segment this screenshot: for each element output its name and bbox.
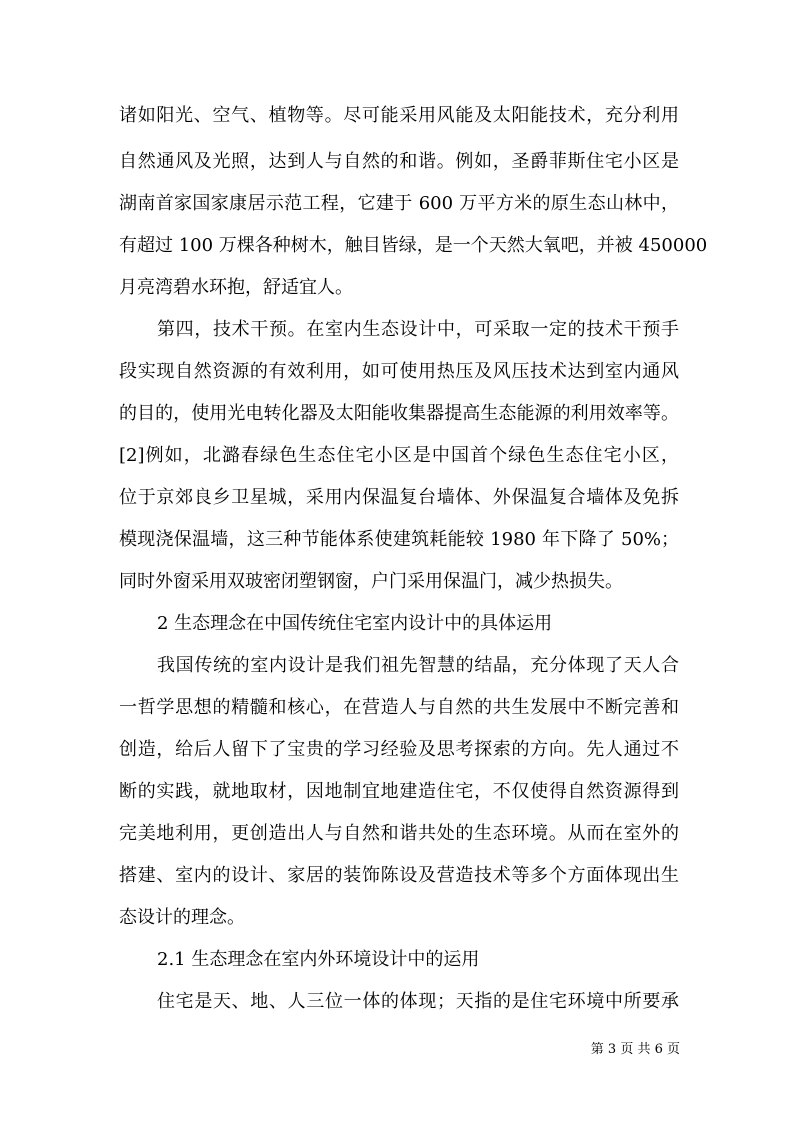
text-line: 断的实践，就地取材，因地制宜地建造住宅，不仅使得自然资源得到: [119, 781, 679, 802]
text-line: 段实现自然资源的有效利用，如可使用热压及风压技术达到室内通风: [119, 361, 679, 382]
text-line: 住宅是天、地、人三位一体的体现；天指的是住宅环境中所要承: [157, 991, 679, 1012]
text-line: 一哲学思想的精髓和核心，在营造人与自然的共生发展中不断完善和: [119, 697, 679, 718]
text-line: 湖南首家国家康居示范工程，它建于 600 万平方米的原生态山林中，: [119, 193, 679, 214]
text-line: 位于京郊良乡卫星城，采用内保温复台墙体、外保温复合墙体及免拆: [119, 487, 679, 508]
text-line: 完美地利用，更创造出人与自然和谐共处的生态环境。从而在室外的: [119, 823, 679, 844]
page-number: 第 3 页 共 6 页: [590, 1042, 680, 1057]
text-line: 有超过 100 万棵各种树木，触目皆绿，是一个天然大氧吧，并被 450000: [119, 235, 708, 256]
text-line: 我国传统的室内设计是我们祖先智慧的结晶，充分体现了天人合: [157, 655, 679, 676]
text-line: 同时外窗采用双玻密闭塑钢窗，户门采用保温门，减少热损失。: [119, 571, 623, 592]
text-line: 创造，给后人留下了宝贵的学习经验及思考探索的方向。先人通过不: [119, 739, 679, 760]
section-heading: 2 生态理念在中国传统住宅室内设计中的具体运用: [157, 613, 553, 634]
text-line: 搭建、室内的设计、家居的装饰陈设及营造技术等多个方面体现出生: [119, 865, 679, 886]
text-line: 模现浇保温墙，这三种节能体系使建筑耗能较 1980 年下降了 50%；: [119, 529, 679, 550]
text-line: [2]例如，北潞春绿色生态住宅小区是中国首个绿色生态住宅小区，: [119, 445, 679, 466]
subsection-heading: 2.1 生态理念在室内外环境设计中的运用: [157, 949, 480, 970]
text-line: 自然通风及光照，达到人与自然的和谐。例如，圣爵菲斯住宅小区是: [119, 151, 679, 172]
text-line: 诸如阳光、空气、植物等。尽可能采用风能及太阳能技术，充分利用: [119, 105, 679, 126]
text-line: 第四，技术干预。在室内生态设计中，可采取一定的技术干预手: [157, 319, 679, 340]
text-line: 态设计的理念。: [119, 907, 245, 928]
text-line: 月亮湾碧水环抱，舒适宜人。: [119, 277, 353, 298]
text-line: 的目的，使用光电转化器及太阳能收集器提高生态能源的利用效率等。: [119, 403, 679, 424]
